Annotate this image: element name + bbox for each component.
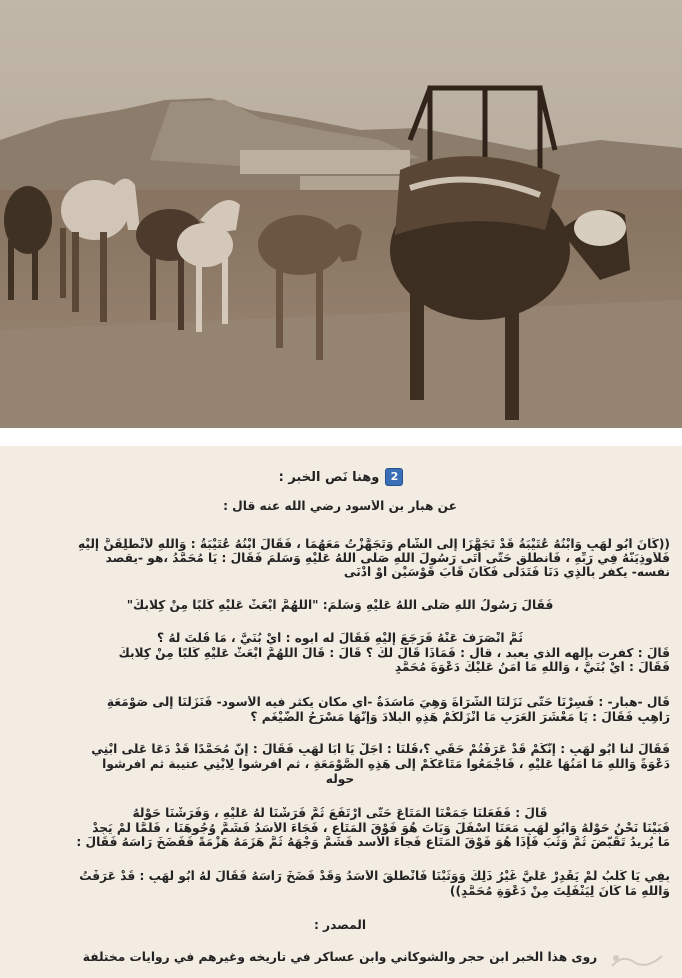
narrator-line: عن هبار بن الأسود رضي الله عنه قال : — [223, 500, 457, 513]
article-text-panel — [0, 446, 682, 978]
camel-caravan-photo — [0, 0, 682, 428]
section-number-badge: 2 — [385, 468, 403, 486]
text-line: فَبَيْنَا نَحْنُ حَوْلَهُ وَأَبُو لَهَبٍ مَعَنَا أَسْفَلَ وَبَاتَ هُوَ فَوْقَ الْمَتَاعِ ، فَجَاءَ الْأَسَدُ فَشَمَّ وُجُوهَنَا ، فَلَمَّا لَمْ يَجِدْ — [92, 822, 670, 835]
text-line: رَاهِبٍ فَقَالَ : يَا مَعْشَرَ الْعَرَبِ مَا أَنْزَلَكُمْ هَذِهِ الْبِلَادَ وَإِنَّهَا مَسْرَحُ الضَّيْغَمِ ؟ — [250, 711, 670, 724]
text-line: مَا يُرِيدُ تَقَبَّضَ ثُمَّ وَثَبَ فَإِذَا هُوَ فَوْقَ الْمَتَاعِ فَجاءَ الأسد فَشَمَّ وَجْهَهُ ثُمَّ هَزَمَهُ هَزْمَةً فَفَضَخَ رَأْسَهُ فَقَالَ : — [76, 836, 670, 849]
text-line: حوله — [325, 773, 355, 786]
section-title-text: وهنا نَص الخبر : — [278, 469, 380, 485]
text-line: فَلَأُوذِيَنَّهُ فِي رَبِّهِ ، فَانطلق حَتَّى أَتَى رَسُولَ اللهِ صَلَّى اللهُ عَلَيْهِ وَسَلَّمَ فَقَالَ : يَا مُحَمَّدُ ،هو -يقصد — [105, 552, 670, 565]
text-line: قَالَ : فَفَعَلْنَا جَمَعْنَا الْمَتَاعَ حَتَّى ارْتَفَعَ ثُمَّ فَرَشْنَا لَهُ عَلَيْهِ ، وَفَرَشْنَا حَوْلَهُ — [132, 807, 548, 820]
section-title — [0, 468, 682, 486]
sepia-photo-illustration — [0, 0, 682, 428]
text-line: فَقَالَ رَسُولُ اللهِ صَلَّى اللهُ عَلَيْهِ وَسَلَّمَ: "اللَّهُمَّ ابْعَثْ عَلَيْهِ كَلْبًا مِنْ كِلَابِكَ" — [126, 599, 554, 612]
text-line: فَقَالَ لنا أَبُو لَهَبٍ : إِنَّكُمْ قَدْ عَرَفْتُمْ حَقِّي ؟،قُلْنَا : أَجَلْ يَا أَبَا لَهَبٍ فَقَالَ : إِنَّ مُحَمَّدًا قَدْ دَعَا عَلَى ابْنِي — [91, 743, 670, 756]
photo-separator — [0, 428, 682, 446]
text-line: قَالَ : كفرت بإلهه الذي يعبد ، قال : فَمَاذَا قَالَ لَكَ ؟ قَالَ : قَالَ اللَّهُمَّ ابْعَثْ عَلَيْهِ كَلْبًا مِنْ كِلَابِكَ — [118, 647, 670, 660]
source-text: روى هذا الخبر ابن حجر والشوكاني وابن عساكر في تاريخه وغيرهم في روايات مختلفة — [82, 951, 598, 964]
text-line: دَعْوَةً وَاللهِ مَا آمَنُهَا عَلَيْهِ ، فَاجْمَعُوا مَتَاعَكُمْ إِلَى هَذِهِ الصَّوْمَعَةِ ، ثم افرشوا لِابْنِي عتيبة ثم افرشوا — [102, 758, 670, 771]
text-line: ((كَانَ أَبُو لَهَبٍ وَابْنُهُ عُتَيْبَةُ قَدْ تَجَهَّزَا إِلَى الشَّامِ وَتَجَهَّزْتُ مَعَهُمَا ، فَقَالَ ابْنُهُ عُتَيْبَةُ : وَاللهِ لَأَنْطَلِقَنَّ إِلَيْهِ — [77, 538, 670, 551]
text-line: وَاللهِ مَا كَانَ لِيَنْفَلِتَ مِنْ دَعْوَةِ مُحَمَّدٍ)) — [449, 885, 670, 898]
text-line: فَقَالَ : أَيْ بُنَيَّ ، وَاللهِ مَا آمَنُ عَلَيْكَ دَعْوَةَ مُحَمَّدٍ — [394, 661, 670, 674]
text-line: ثُمَّ انْصَرَفَ عَنْهُ فَرَجَعَ إِلَيْهِ فَقَالَ له ابوه : أَيْ بُنَيَّ ، مَا قُلْتَ لَهُ ؟ — [157, 632, 523, 645]
text-line: قَال -هبار- : فَسِرْنَا حَتَّى نَزَلْنَا الشَّرَاةَ وَهِيَ مَأْسَدَةٌ -أي مكان يكثر فيه الأسود- فَنَزَلْنَا إِلَى صَوْمَعَةِ — [106, 696, 670, 709]
watermark-logo — [608, 950, 666, 972]
source-label: المصدر : — [313, 919, 367, 932]
text-line: نفسه- يكفر بِالَّذِي دَنَا فَتَدَلَّى فَكَانَ قَابَ قَوْسَيْنِ أَوْ أَدْنَى — [343, 566, 670, 579]
text-line: بِفِي يَا كَلْبُ لَمْ يَقْدِرْ عَلَيَّ غَيْرُ ذَلِكَ وَوَثَبْنَا فَانْطَلَقَ الْأَسَدُ وَقَدْ فَضَخَ رَأْسَهُ فَقَالَ لَهُ أَبُو لَهَبٍ : قَدْ عَرَفْتُ — [79, 870, 670, 883]
